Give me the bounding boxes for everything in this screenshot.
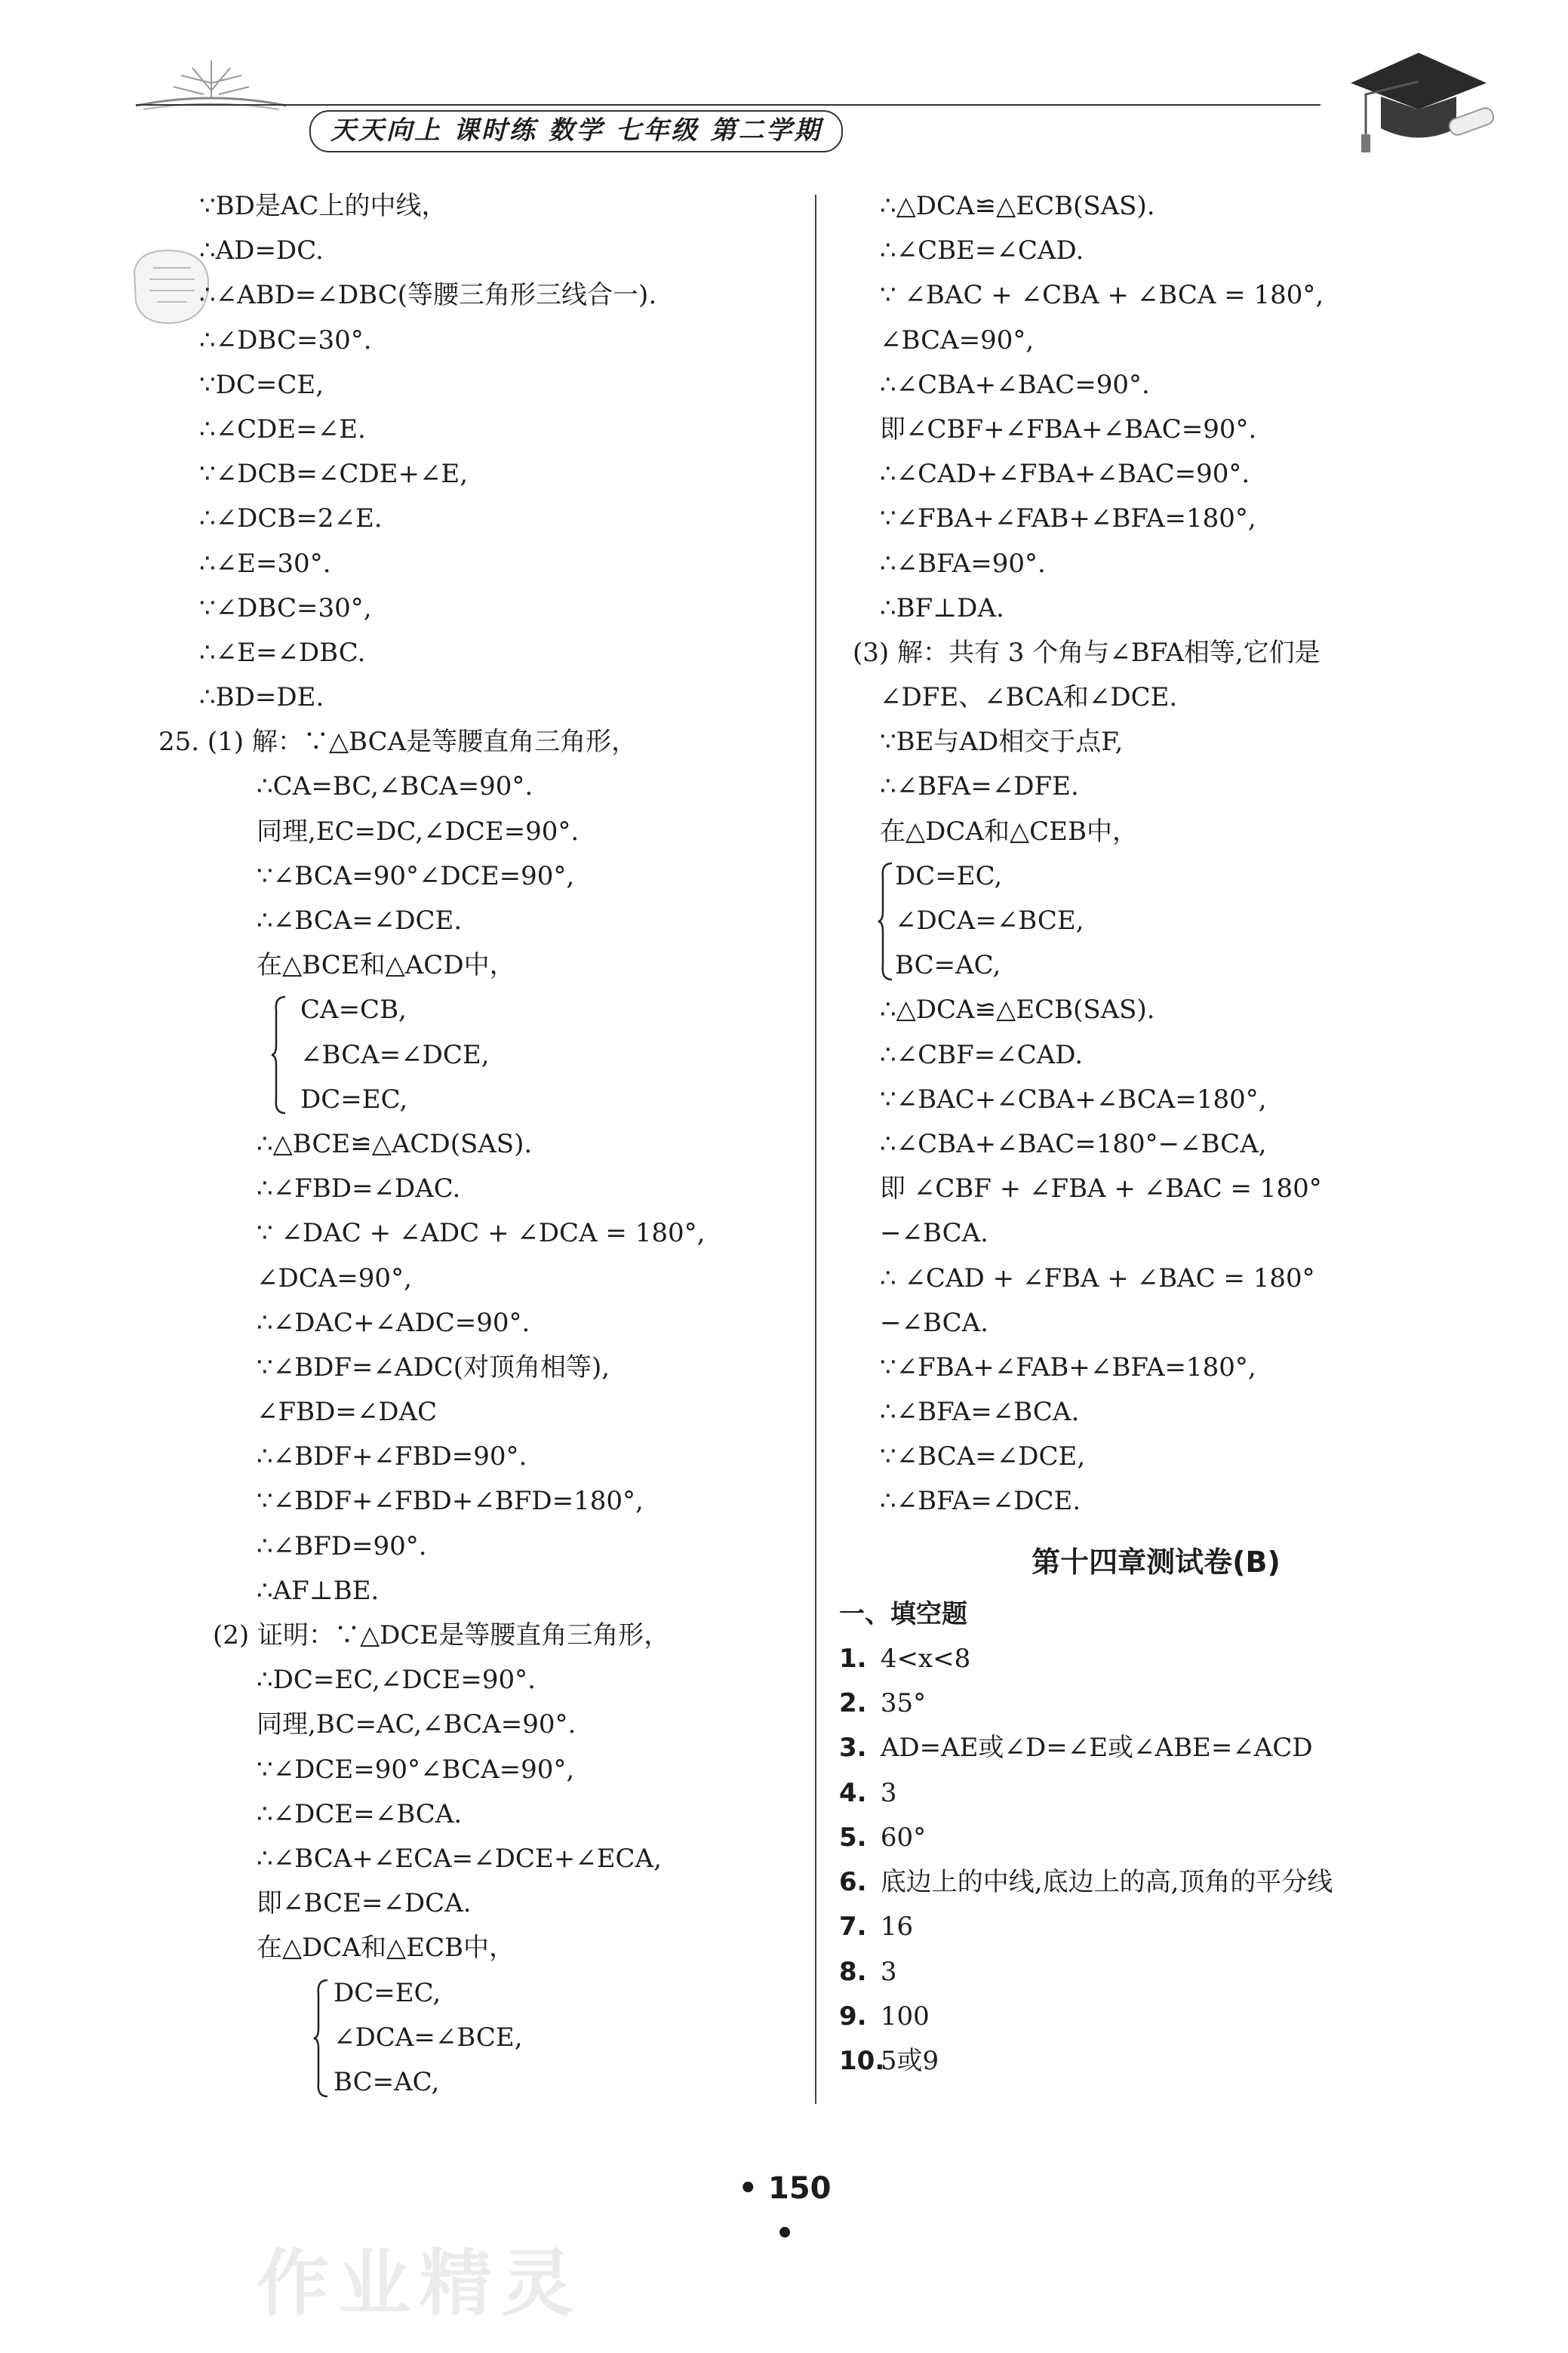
proof-line: −∠BCA. (880, 1307, 988, 1338)
answer-text: 4<x<8 (880, 1643, 971, 1674)
proof-line: ∵∠BDF=∠ADC(对顶角相等), (257, 1352, 610, 1383)
proof-line: 同理,EC=DC,∠DCE=90°. (257, 816, 580, 847)
brace-icon (312, 1979, 329, 2098)
answer-item (839, 1771, 1473, 1816)
proof-line: ∴∠BFD=90°. (257, 1530, 427, 1561)
proof-line: 即∠CBF+∠FBA+∠BAC=90°. (880, 414, 1257, 444)
answer-text: 35° (880, 1687, 927, 1718)
answer-number: 4. (839, 1777, 867, 1808)
proof-line: ∴∠DCB=2∠E. (199, 503, 383, 534)
proof-line: ∴∠CBE=∠CAD. (880, 235, 1084, 266)
book-plant-icon (121, 45, 302, 121)
proof-line: ∠DCA=90°, (257, 1263, 412, 1293)
answer-item (839, 1995, 1473, 2039)
answer-number: 3. (839, 1733, 867, 1764)
proof-line: 同理,BC=AC,∠BCA=90°. (257, 1709, 576, 1740)
brace-icon (270, 995, 287, 1115)
answer-text: 底边上的中线,底边上的高,顶角的平分线 (880, 1867, 1333, 1898)
proof-line: ∴AF⊥BE. (257, 1575, 380, 1606)
answer-number: 9. (839, 2001, 867, 2032)
answer-text: 60° (880, 1822, 927, 1853)
proof-line: ∵BD是AC上的中线， (199, 191, 447, 221)
proof-line: ∵BE与AD相交于点F, (880, 727, 1124, 758)
page-number: • 150 • (738, 2171, 832, 2251)
proof-line: −∠BCA. (880, 1218, 988, 1249)
proof-line: ∠BCA=90°, (880, 324, 1035, 355)
proof-line: ∴∠CBF=∠CAD. (880, 1039, 1084, 1070)
proof-line: ∴∠CDE=∠E. (199, 414, 366, 444)
proof-line: ∴∠FBD=∠DAC. (257, 1173, 461, 1204)
proof-line: ∴∠BFA=∠BCA. (880, 1397, 1080, 1428)
proof-line: ∵∠DCB=∠CDE+∠E, (199, 459, 469, 490)
answer-item (839, 1905, 1473, 1949)
question-25-part-1: 25. (1) 解：∵△BCA是等腰直角三角形， (158, 727, 638, 758)
proof-line: ∴AD=DC. (199, 235, 324, 266)
proof-line: 即∠BCE=∠DCA. (257, 1888, 472, 1919)
proof-line: 在△DCA和△CEB中， (880, 816, 1138, 847)
left-column (158, 184, 800, 2105)
proof-line: ∵∠BCA=∠DCE, (880, 1441, 1086, 1472)
answer-number: 6. (839, 1867, 867, 1898)
proof-line: ∵DC=CE, (199, 369, 324, 400)
proof-line: DC=EC, (300, 1084, 408, 1115)
graduation-cap-icon (1336, 38, 1502, 158)
proof-line: ∵∠DBC=30°, (199, 592, 372, 623)
section-subhead: 一、填空题 (839, 1598, 967, 1629)
answer-item (839, 2039, 1473, 2084)
answer-number: 5. (839, 1822, 867, 1853)
watermark: 作业精灵 (257, 2241, 583, 2326)
brace-system (158, 1971, 800, 2105)
answer-number: 2. (839, 1687, 867, 1718)
proof-line: ∵∠FBA+∠FAB+∠BFA=180°, (880, 503, 1256, 534)
proof-line: ∠DCA=∠BCE, (334, 2022, 523, 2053)
answer-number: 7. (839, 1912, 867, 1942)
answer-item (839, 1726, 1473, 1770)
proof-line: ∴∠BCA=∠DCE. (257, 906, 463, 936)
proof-line: ∵∠BCA=90°∠DCE=90°, (257, 860, 575, 891)
proof-line: ∴∠CBA+∠BAC=90°. (880, 369, 1150, 400)
proof-line: ∠DFE、∠BCA和∠DCE. (880, 682, 1178, 713)
answer-item (839, 1681, 1473, 1726)
proof-line: ∴∠BDF+∠FBD=90°. (257, 1441, 527, 1472)
proof-line: CA=CB, (300, 995, 407, 1026)
proof-line: ∴∠E=30°. (199, 548, 331, 579)
proof-line: ∵∠FBA+∠FAB+∠BFA=180°, (880, 1352, 1256, 1383)
proof-line: ∴∠CBA+∠BAC=180°−∠BCA, (880, 1128, 1267, 1159)
proof-line: ∴∠DCE=∠BCA. (257, 1798, 463, 1829)
proof-line: ∵ ∠BAC + ∠CBA + ∠BCA = 180°, (880, 280, 1324, 311)
answer-number: 8. (839, 1956, 867, 1987)
proof-line: 在△DCA和△ECB中， (257, 1933, 515, 1964)
answer-text: 3 (880, 1956, 897, 1987)
answer-text: 100 (880, 2001, 930, 2032)
proof-line: ∴BF⊥DA. (880, 592, 1004, 623)
answer-item (839, 1816, 1473, 1860)
question-25-part-2: (2) 证明：∵△DCE是等腰直角三角形， (213, 1620, 670, 1650)
proof-line: ∴∠BCA+∠ECA=∠DCE+∠ECA, (257, 1843, 662, 1874)
proof-line: ∴∠BFA=∠DFE. (880, 771, 1079, 802)
answer-text: 5或9 (880, 2046, 939, 2077)
proof-line: 即 ∠CBF + ∠FBA + ∠BAC = 180° (880, 1173, 1322, 1204)
proof-line: ∴∠ABD=∠DBC(等腰三角形三线合一). (199, 280, 657, 311)
answer-item (839, 1637, 1473, 1681)
answer-text: 3 (880, 1777, 897, 1808)
proof-line: DC=EC, (895, 860, 1003, 891)
proof-line: ∴∠E=∠DBC. (199, 637, 366, 668)
proof-line: ∠DCA=∠BCE, (895, 906, 1084, 936)
column-divider (815, 195, 816, 2104)
right-column (839, 184, 1473, 2084)
proof-line: ∴△DCA≌△ECB(SAS). (880, 995, 1155, 1026)
proof-line: ∴BD=DE. (199, 682, 324, 713)
proof-line: BC=AC, (334, 2066, 440, 2097)
answer-number: 1. (839, 1643, 867, 1674)
proof-line: DC=EC, (334, 1977, 441, 2008)
proof-line: ∵∠DCE=90°∠BCA=90°, (257, 1754, 575, 1785)
proof-line: ∴∠DAC+∠ADC=90°. (257, 1307, 530, 1338)
proof-line: ∴△BCE≌△ACD(SAS). (257, 1128, 533, 1159)
answer-text: 16 (880, 1912, 914, 1942)
answer-text: AD=AE或∠D=∠E或∠ABE=∠ACD (880, 1733, 1313, 1764)
chapter-test-title: 第十四章测试卷(B) (1031, 1545, 1281, 1579)
proof-line: ∴∠BFA=90°. (880, 548, 1046, 579)
proof-line: BC=AC, (895, 950, 1001, 981)
answer-item (839, 1950, 1473, 1995)
proof-line: ∴∠BFA=∠DCE. (880, 1486, 1081, 1517)
proof-line: ∵∠BAC+∠CBA+∠BCA=180°, (880, 1084, 1267, 1115)
proof-line: ∴CA=BC,∠BCA=90°. (257, 771, 533, 802)
answer-number: 10. (839, 2046, 885, 2077)
answer-item (839, 1860, 1473, 1905)
proof-line: 在△BCE和△ACD中， (257, 950, 515, 981)
proof-line: ∵ ∠DAC + ∠ADC + ∠DCA = 180°, (257, 1218, 706, 1249)
question-25-part-3: (3) 解：共有 3 个角与∠BFA相等,它们是 (853, 637, 1321, 668)
proof-line: ∵∠BDF+∠FBD+∠BFD=180°, (257, 1486, 644, 1517)
proof-line: ∴∠CAD+∠FBA+∠BAC=90°. (880, 459, 1250, 490)
proof-line: ∴ ∠CAD + ∠FBA + ∠BAC = 180° (880, 1263, 1315, 1293)
proof-line: ∴∠DBC=30°. (199, 324, 372, 355)
header-title: 天天向上 课时练 数学 七年级 第二学期 (309, 110, 843, 152)
brace-system (839, 854, 1473, 989)
proof-line: ∠BCA=∠DCE, (300, 1039, 490, 1070)
header-rule (136, 104, 1321, 106)
proof-line: ∴△DCA≌△ECB(SAS). (880, 191, 1155, 221)
brace-icon (877, 862, 893, 981)
proof-line: ∠FBD=∠DAC (257, 1397, 438, 1428)
brace-system (158, 988, 800, 1122)
proof-line: ∴DC=EC,∠DCE=90°. (257, 1665, 536, 1696)
